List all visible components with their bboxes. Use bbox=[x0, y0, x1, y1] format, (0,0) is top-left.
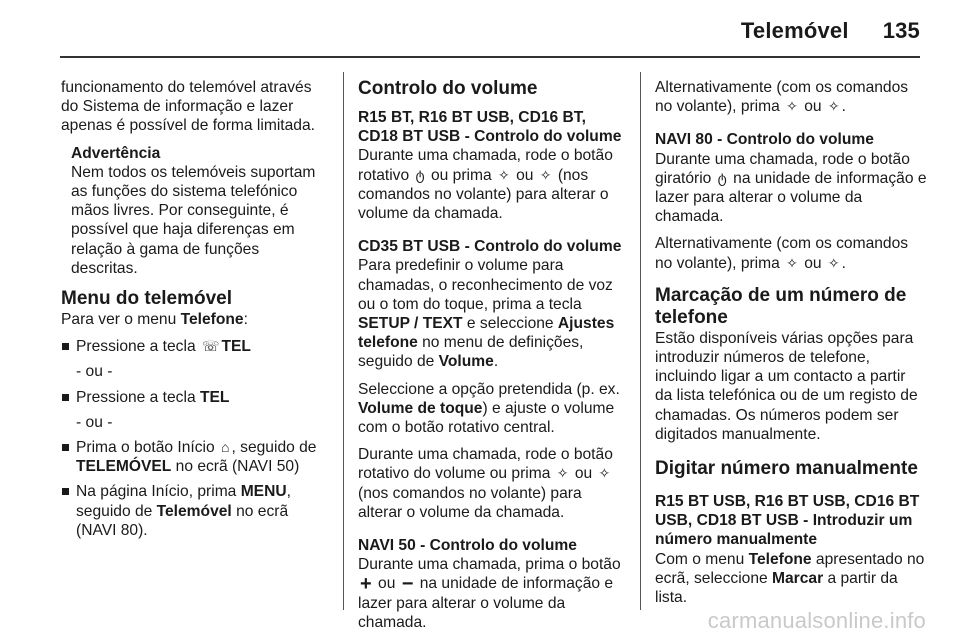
plus-icon: + bbox=[360, 573, 372, 596]
bullet4-text: Na página Início, prima bbox=[76, 483, 241, 501]
volume-up-icon: ✧ bbox=[498, 166, 510, 183]
list-item bbox=[61, 482, 329, 540]
text: Seleccione a opção pretendida (p. ex. bbox=[358, 380, 620, 398]
list-item bbox=[61, 337, 329, 356]
volume-heading: Controlo do volume bbox=[358, 78, 538, 99]
menu-steps-3 bbox=[61, 438, 329, 540]
rotary-knob-icon: ტ bbox=[717, 169, 727, 186]
text: . bbox=[493, 353, 499, 371]
header-rule bbox=[60, 56, 920, 58]
bullet4-post: no ecrã (NAVI 80). bbox=[76, 502, 289, 539]
paragraph bbox=[655, 150, 927, 227]
manual-dial-heading: Digitar número manualmente bbox=[655, 458, 918, 480]
text: apresentado no ecrã, seleccione bbox=[655, 550, 925, 587]
volume-down-icon: ✧ bbox=[827, 98, 840, 115]
text: ou bbox=[570, 465, 597, 483]
header-title: Telemóvel bbox=[740, 18, 849, 43]
bold-text: Volume bbox=[438, 353, 494, 371]
column-divider-1 bbox=[343, 72, 344, 610]
paragraph bbox=[655, 78, 927, 116]
column-1 bbox=[61, 78, 329, 546]
volume-up-icon: ✧ bbox=[786, 98, 798, 115]
subheading-cd35: CD35 BT USB - Controlo do volume bbox=[358, 238, 622, 256]
subheading-r15: R15 BT, R16 BT USB, CD16 BT, CD18 BT USB - Controlo do volume bbox=[358, 109, 622, 146]
warning-note bbox=[71, 144, 329, 278]
text: Durante uma chamada, rode o botão rotativo bbox=[358, 147, 613, 184]
text: ou bbox=[799, 254, 826, 272]
volume-up-icon: ✧ bbox=[556, 465, 569, 482]
list-item bbox=[61, 388, 329, 407]
text: Com o menu bbox=[655, 550, 749, 568]
menu-intro bbox=[61, 310, 329, 329]
page-number: 135 bbox=[882, 18, 920, 43]
or-separator-2: - ou - bbox=[76, 413, 113, 431]
menu-intro-text: Para ver o menu bbox=[61, 311, 181, 329]
bullet3-bold: TELEMÓVEL bbox=[76, 458, 172, 476]
text: na unidade de informação e lazer para alterar o volume da chamada. bbox=[655, 169, 927, 226]
text: ou bbox=[799, 98, 826, 116]
subheading-manual: R15 BT USB, R16 BT USB, CD16 BT USB, CD18 BT USB - Introduzir um número manualmente bbox=[655, 493, 920, 549]
bullet3-mid: , seguido de bbox=[231, 439, 317, 457]
bullet2-text: Pressione a tecla bbox=[76, 388, 200, 406]
bullet2-bold: TEL bbox=[199, 388, 230, 406]
text: ) e ajuste o volume com o botão rotativo central. bbox=[358, 399, 615, 437]
text: e seleccione bbox=[462, 315, 558, 333]
text: Durante uma chamada, rode o botão giratório bbox=[655, 150, 910, 187]
text: ou prima bbox=[426, 166, 496, 184]
or-separator-1: - ou - bbox=[76, 363, 113, 381]
menu-intro-colon: : bbox=[243, 311, 248, 329]
volume-down-icon: ✧ bbox=[598, 465, 611, 482]
home-icon: ⌂ bbox=[221, 439, 230, 456]
volume-down-icon: ✧ bbox=[827, 254, 840, 271]
text: . bbox=[841, 98, 846, 116]
menu-steps bbox=[61, 337, 329, 356]
paragraph bbox=[358, 380, 628, 438]
bold-text: Volume de toque bbox=[358, 399, 483, 417]
bold-text: Telefone bbox=[748, 550, 812, 568]
bold-text: Marcar bbox=[772, 569, 824, 587]
text: no menu de definições, seguido de bbox=[358, 334, 584, 371]
bullet1-text: Pressione a tecla bbox=[76, 338, 200, 356]
paragraph bbox=[655, 234, 927, 272]
paragraph bbox=[358, 555, 628, 632]
menu-heading: Menu do telemóvel bbox=[61, 288, 233, 310]
minus-icon: − bbox=[401, 573, 414, 596]
text: (nos comandos no volante) para alterar o volume da chamada. bbox=[358, 484, 582, 521]
intro-paragraph: funcionamento do telemóvel através do Sistema de informação e lazer apenas é possível de forma limitada. bbox=[61, 79, 315, 135]
text: a partir da lista. bbox=[655, 569, 898, 607]
subheading-navi50: NAVI 50 - Controlo do volume bbox=[358, 537, 577, 555]
text: Durante uma chamada, prima o botão bbox=[358, 556, 621, 574]
bullet3-post: no ecrã (NAVI 50) bbox=[171, 458, 300, 476]
column-2 bbox=[358, 78, 628, 640]
paragraph bbox=[358, 256, 628, 371]
text: (nos comandos no volante) para alterar o volume da chamada. bbox=[358, 166, 609, 223]
column-3 bbox=[655, 78, 927, 615]
text: ou bbox=[373, 575, 400, 593]
text: Para predefinir o volume para chamadas, o reconhecimento de voz ou o tom do toque, prima a tecla bbox=[358, 257, 613, 313]
subheading-navi80: NAVI 80 - Controlo do volume bbox=[655, 131, 874, 149]
paragraph bbox=[358, 146, 628, 223]
bold-text: SETUP / TEXT bbox=[358, 315, 463, 333]
bullet4-bold1: MENU bbox=[240, 483, 287, 501]
menu-intro-bold: Telefone bbox=[180, 311, 244, 329]
phone-icon: ☏ bbox=[201, 338, 220, 355]
column-divider-2 bbox=[640, 72, 641, 610]
text: Alternativamente (com os comandos no volante), prima bbox=[655, 235, 909, 272]
text: . bbox=[841, 254, 846, 272]
bullet4-mid: , seguido de bbox=[76, 483, 291, 520]
text: na unidade de informação e lazer para alterar o volume da chamada. bbox=[358, 575, 614, 631]
text: ou bbox=[511, 166, 538, 184]
bullet4-bold2: Telemóvel bbox=[156, 502, 232, 520]
page-header bbox=[741, 18, 920, 44]
note-title: Advertência bbox=[71, 144, 161, 162]
text: Durante uma chamada, rode o botão rotativo do volume ou prima bbox=[358, 446, 613, 483]
text: Alternativamente (com os comandos no volante), prima bbox=[655, 79, 909, 116]
rotary-knob-icon: ტ bbox=[415, 166, 425, 183]
bullet3-text: Prima o botão Início bbox=[76, 439, 220, 457]
volume-up-icon: ✧ bbox=[786, 254, 798, 271]
bold-text: Ajustes telefone bbox=[358, 315, 615, 352]
note-body: Nem todos os telemóveis suportam as funções do sistema telefónico mãos livres. Por conseguinte, é possível que haja diferenças em relação à gama de funções descritas. bbox=[71, 163, 316, 277]
watermark: carmanualsonline.info bbox=[707, 608, 926, 633]
paragraph: Estão disponíveis várias opções para introduzir números de telefone, incluindo ligar a um contacto a partir da lista telefónica ou de um registo de chamadas. Os números podem ser digitados manualmente. bbox=[655, 329, 918, 443]
bullet1-bold: TEL bbox=[221, 338, 251, 356]
menu-steps-2 bbox=[61, 388, 329, 407]
volume-down-icon: ✧ bbox=[539, 166, 552, 183]
paragraph bbox=[655, 550, 927, 608]
paragraph bbox=[358, 445, 628, 522]
dial-heading: Marcação de um número de telefone bbox=[655, 284, 907, 328]
list-item bbox=[61, 438, 329, 476]
